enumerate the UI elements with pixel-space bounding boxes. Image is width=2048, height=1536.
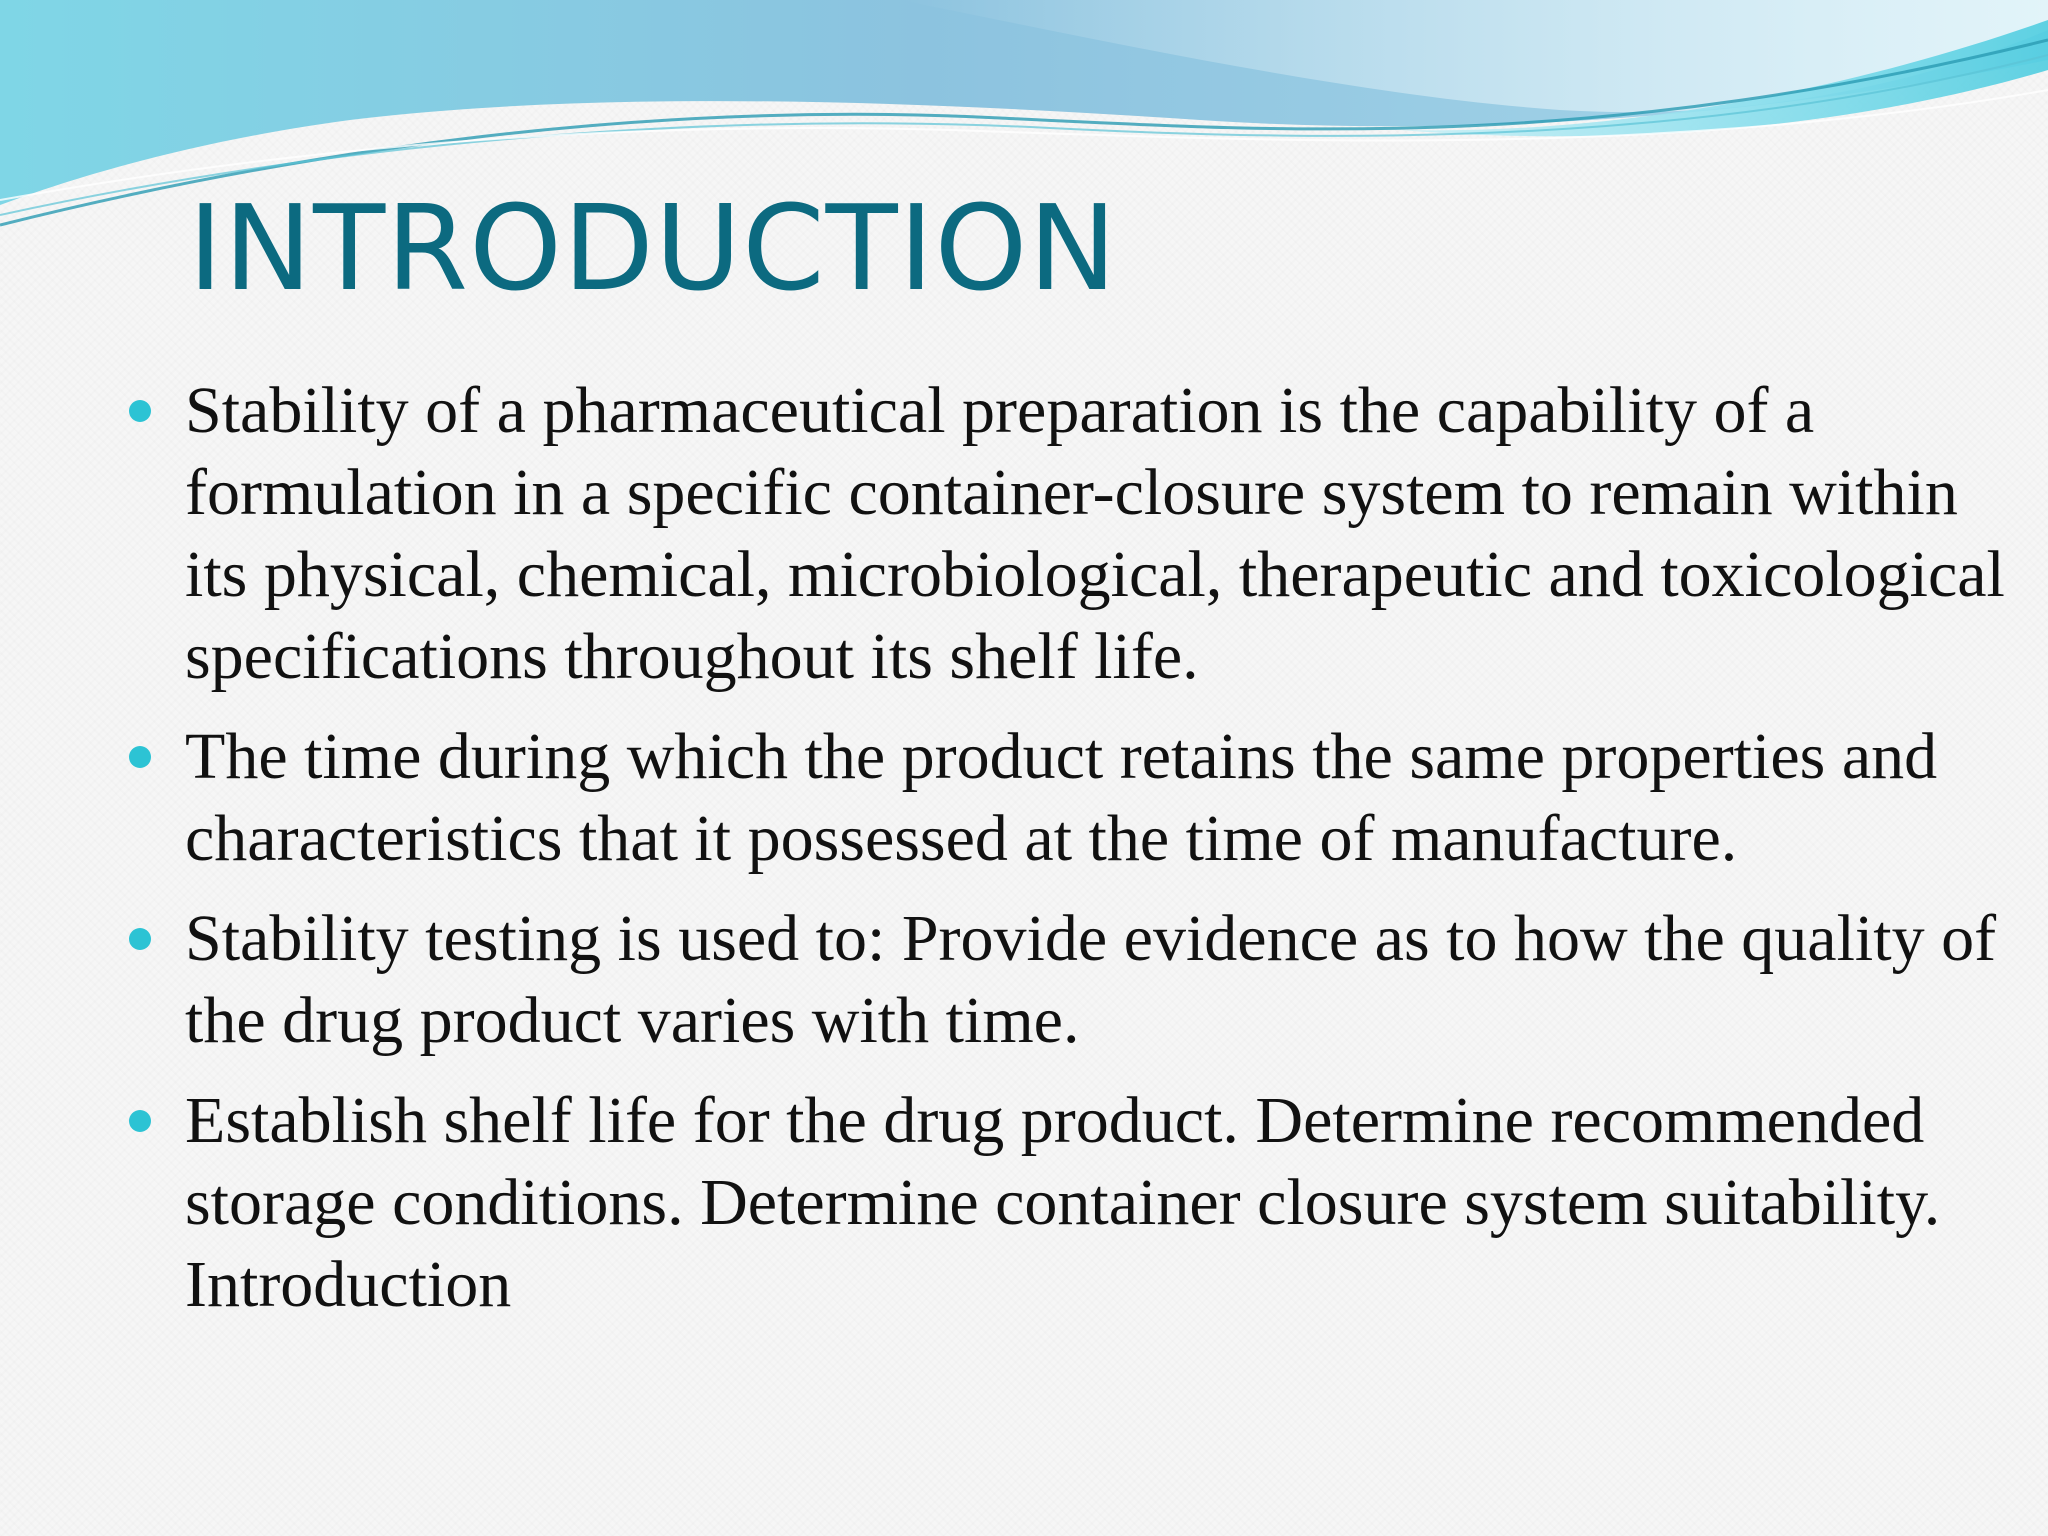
bullet-item xyxy=(125,898,2005,1062)
bullet-dot-icon xyxy=(129,746,151,768)
bullet-item xyxy=(125,1080,2005,1326)
bullet-text: Stability of a pharmaceutical preparation is the capability of a formulation in a specific container-closure system to remain within its physical, chemical, microbiological, therapeutic and toxicological specifications throughout its shelf life. xyxy=(185,374,2005,693)
bullet-text: Establish shelf life for the drug product. Determine recommended storage conditions. Determine container closure system suitability. Introduction xyxy=(185,1084,1941,1321)
slide-title: INTRODUCTION xyxy=(188,179,1118,317)
bullet-dot-icon xyxy=(129,928,151,950)
bullet-dot-icon xyxy=(129,1110,151,1132)
bullet-item xyxy=(125,716,2005,880)
bullet-list xyxy=(125,370,2005,1344)
bullet-text: The time during which the product retains the same properties and characteristics that it possessed at the time of manufacture. xyxy=(185,720,1938,875)
bullet-text: Stability testing is used to: Provide evidence as to how the quality of the drug product varies with time. xyxy=(185,902,1997,1057)
bullet-dot-icon xyxy=(129,400,151,422)
bullet-item xyxy=(125,370,2005,698)
